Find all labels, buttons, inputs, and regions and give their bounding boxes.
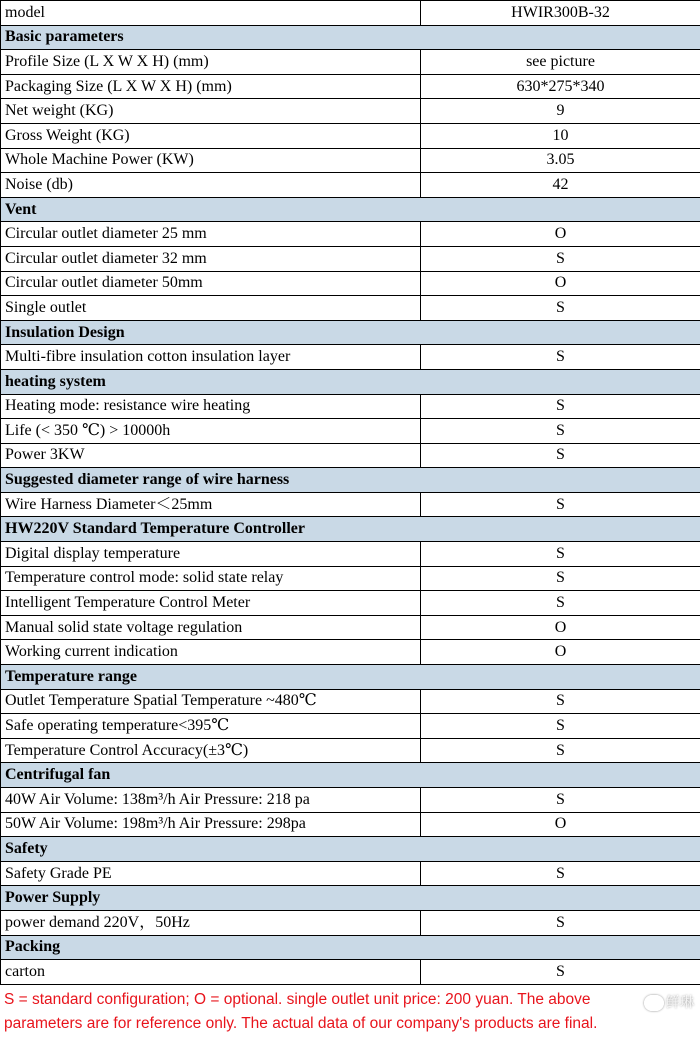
table-row [1,443,700,468]
section-title: Temperature range [1,665,700,690]
section-header [1,837,700,862]
section-header [1,197,700,222]
table-row [1,99,700,124]
table-row [1,861,700,886]
param-value: S [421,394,700,419]
section-title: heating system [1,369,700,394]
section-title: Insulation Design [1,320,700,345]
table-row [1,738,700,763]
table-row [1,222,700,247]
param-label: power demand 220V，50Hz [1,910,421,935]
param-label: Net weight (KG) [1,99,421,124]
param-label: Noise (db) [1,173,421,198]
param-label: Gross Weight (KG) [1,123,421,148]
param-label: Power 3KW [1,443,421,468]
section-title: Safety [1,837,700,862]
param-value: 3.05 [421,148,700,173]
table-row [1,1,700,26]
param-value: S [421,689,700,714]
param-label: 50W Air Volume: 198m³/h Air Pressure: 298pa [1,812,421,837]
section-header [1,763,700,788]
param-value: HWIR300B-32 [421,1,700,26]
watermark [644,992,694,1012]
param-label: Digital display temperature [1,542,421,567]
table-row [1,74,700,99]
param-label: carton [1,960,421,985]
section-header [1,665,700,690]
param-value: O [421,812,700,837]
section-header [1,25,700,50]
section-title: Basic parameters [1,25,700,50]
param-value: S [421,591,700,616]
section-title: Vent [1,197,700,222]
table-row [1,591,700,616]
param-label: Working current indication [1,640,421,665]
param-value: S [421,738,700,763]
param-label: Safe operating temperature<395℃ [1,714,421,739]
section-header [1,935,700,960]
table-row [1,714,700,739]
param-label: Circular outlet diameter 50mm [1,271,421,296]
table-row [1,173,700,198]
section-title: Suggested diameter range of wire harness [1,468,700,493]
wechat-icon [644,995,664,1011]
param-label: Whole Machine Power (KW) [1,148,421,173]
param-label: Multi-fibre insulation cotton insulation layer [1,345,421,370]
footer-line-1: S = standard configuration; O = optional. single outlet unit price: 200 yuan. The above [4,991,591,1008]
param-label: Circular outlet diameter 25 mm [1,222,421,247]
footer-note [4,988,694,1036]
table-row [1,640,700,665]
section-title: Packing [1,935,700,960]
section-header [1,369,700,394]
param-value: O [421,222,700,247]
param-label: Life (< 350 ℃) > 10000h [1,419,421,444]
spec-table-body [1,1,700,985]
footer-line-2: parameters are for reference only. The actual data of our company's products are final. [4,1015,598,1032]
param-value: O [421,271,700,296]
section-header [1,320,700,345]
table-row [1,492,700,517]
param-label: Heating mode: resistance wire heating [1,394,421,419]
param-label: Safety Grade PE [1,861,421,886]
section-header [1,468,700,493]
param-value: S [421,910,700,935]
param-value: S [421,861,700,886]
param-label: model [1,1,421,26]
table-row [1,615,700,640]
table-row [1,960,700,985]
param-label: Intelligent Temperature Control Meter [1,591,421,616]
table-row [1,148,700,173]
param-value: S [421,566,700,591]
param-value: S [421,419,700,444]
param-label: Wire Harness Diameter＜25mm [1,492,421,517]
section-title: Centrifugal fan [1,763,700,788]
param-value: 9 [421,99,700,124]
table-row [1,246,700,271]
table-row [1,345,700,370]
param-value: O [421,615,700,640]
table-row [1,394,700,419]
table-row [1,123,700,148]
param-value: 42 [421,173,700,198]
param-value: S [421,788,700,813]
param-value: 10 [421,123,700,148]
table-row [1,50,700,75]
param-value: S [421,296,700,321]
param-value: S [421,246,700,271]
section-title: HW220V Standard Temperature Controller [1,517,700,542]
param-label: Outlet Temperature Spatial Temperature ~480℃ [1,689,421,714]
param-value: S [421,714,700,739]
section-title: Power Supply [1,886,700,911]
param-label: 40W Air Volume: 138m³/h Air Pressure: 218 pa [1,788,421,813]
table-row [1,542,700,567]
param-value: S [421,345,700,370]
param-value: S [421,492,700,517]
param-label: Temperature Control Accuracy(±3℃) [1,738,421,763]
param-value: see picture [421,50,700,75]
param-label: Manual solid state voltage regulation [1,615,421,640]
section-header [1,517,700,542]
table-row [1,296,700,321]
watermark-text: 鲜琳 [666,995,694,1011]
table-row [1,910,700,935]
param-label: Single outlet [1,296,421,321]
param-label: Temperature control mode: solid state relay [1,566,421,591]
param-value: 630*275*340 [421,74,700,99]
param-value: O [421,640,700,665]
param-label: Packaging Size (L X W X H) (mm) [1,74,421,99]
param-value: S [421,443,700,468]
table-row [1,566,700,591]
table-row [1,812,700,837]
table-row [1,271,700,296]
param-label: Circular outlet diameter 32 mm [1,246,421,271]
section-header [1,886,700,911]
param-value: S [421,542,700,567]
table-row [1,419,700,444]
param-label: Profile Size (L X W X H) (mm) [1,50,421,75]
param-value: S [421,960,700,985]
table-row [1,689,700,714]
table-row [1,788,700,813]
